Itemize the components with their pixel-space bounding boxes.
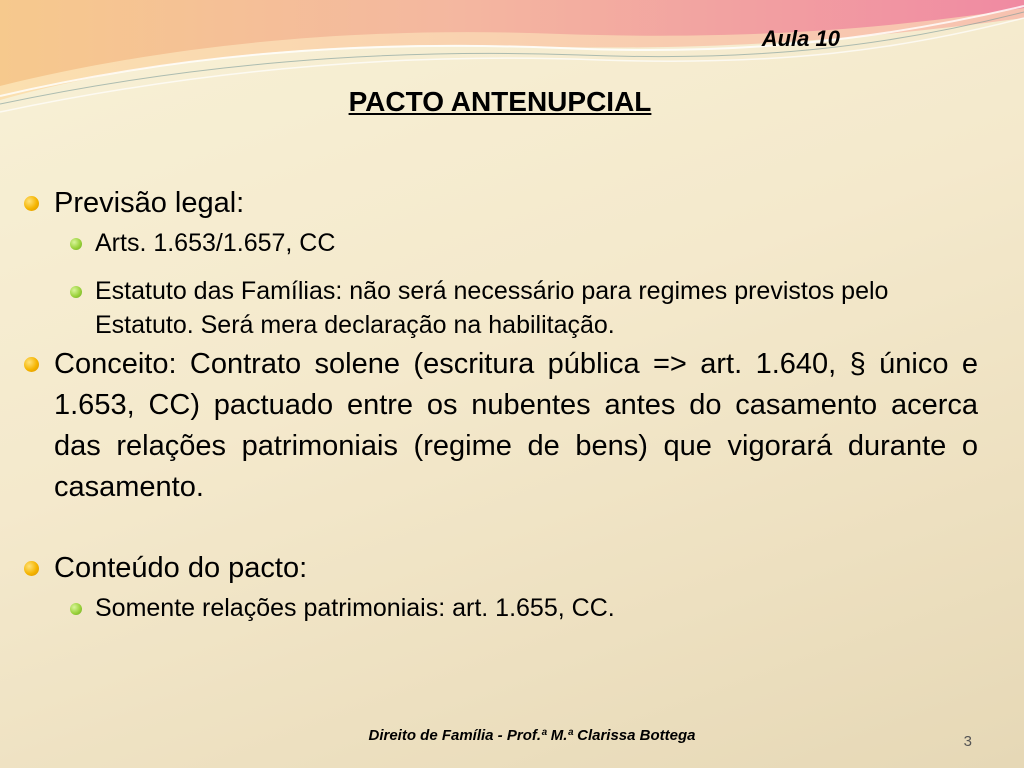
bullet-dot-icon [24,357,39,372]
bullet-concept-text: Conceito: Contrato solene (escritura pública => art. 1.640, § único e 1.653, CC) pactuado entre os nubentes antes do casamento acerca das relações patrimoniais (regime de bens) que vigorará durante o casamento. [54,348,978,503]
sub-bullet-legal-1-text: Arts. 1.653/1.657, CC [95,229,336,257]
bullet-concept [22,344,978,508]
sub-bullet-content-1 [95,591,978,625]
lesson-number: Aula 10 [761,26,840,51]
sub-bullet-content-1-text: Somente relações patrimoniais: art. 1.655, CC. [95,594,615,622]
slide-title: PACTO ANTENUPCIAL [348,86,652,117]
bullet-content-label: Conteúdo do pacto: [54,552,308,584]
sub-bullet-dot-icon [70,603,82,615]
bullet-legal [22,183,978,224]
bullet-content [22,548,978,589]
bullet-dot-icon [24,196,39,211]
sub-bullet-legal-2 [95,274,978,342]
sub-bullet-dot-icon [70,238,82,250]
sub-bullet-dot-icon [70,286,82,298]
slide-content [22,183,978,625]
bullet-dot-icon [24,561,39,576]
sub-bullet-legal-2-text: Estatuto das Famílias: não será necessário para regimes previstos pelo Estatuto. Será mera declaração na habilitação. [95,277,889,339]
page-number: 3 [963,733,972,750]
footer-text: Direito de Família - Prof.ª M.ª Clarissa Bottega [368,727,696,744]
sub-bullet-legal-1 [95,226,978,260]
bullet-legal-label: Previsão legal: [54,187,245,219]
